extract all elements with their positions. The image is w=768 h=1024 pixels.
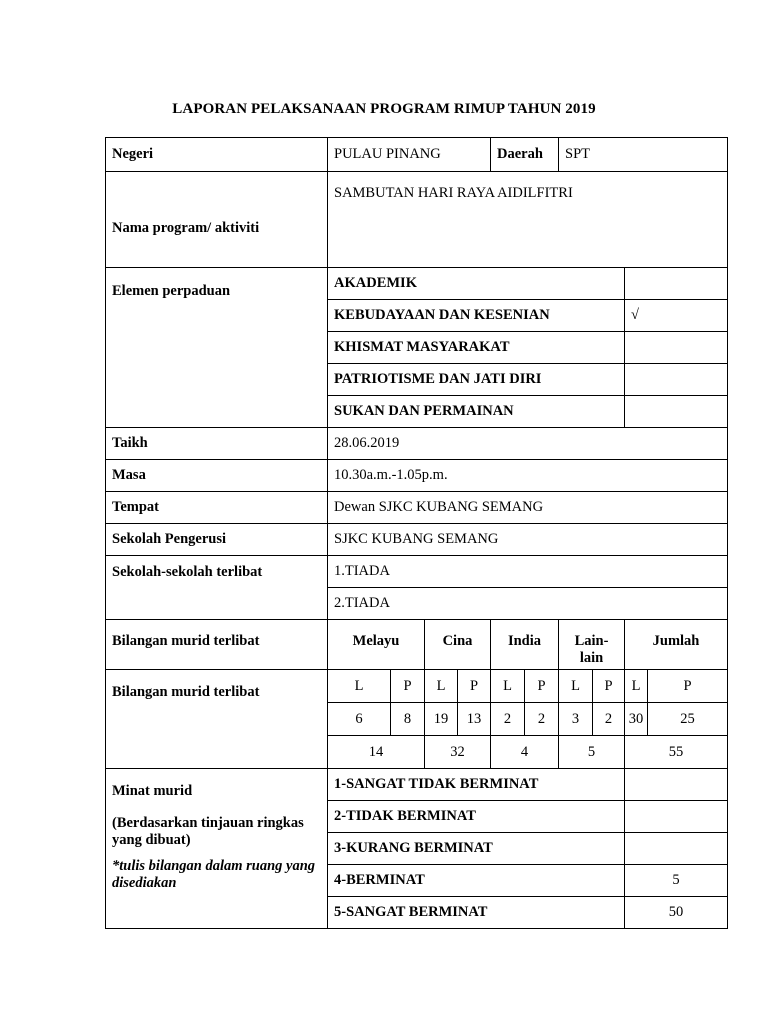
- document-title: LAPORAN PELAKSANAAN PROGRAM RIMUP TAHUN 2019: [172, 101, 596, 117]
- bilangan-label-2: Bilangan murid terlibat: [106, 670, 328, 769]
- elemen-item-name: AKADEMIK: [328, 268, 625, 300]
- count-cell: 19: [425, 703, 458, 736]
- report-table: [105, 137, 728, 929]
- elemen-item-name: SUKAN DAN PERMAINAN: [328, 396, 625, 428]
- lp-cell: L: [425, 670, 458, 703]
- masa-value: 10.30a.m.-1.05p.m.: [328, 460, 728, 492]
- minat-level-count: [625, 833, 728, 865]
- sekolah-pengerusi-value: SJKC KUBANG SEMANG: [328, 524, 728, 556]
- daerah-value: SPT: [559, 138, 728, 172]
- taikh-row: [106, 428, 728, 460]
- negeri-row: [106, 138, 728, 172]
- total-cell: 4: [491, 736, 559, 769]
- masa-label: Masa: [106, 460, 328, 492]
- lp-cell: L: [328, 670, 391, 703]
- total-cell: 5: [559, 736, 625, 769]
- elemen-row: [106, 268, 728, 300]
- program-value: SAMBUTAN HARI RAYA AIDILFITRI: [328, 172, 728, 268]
- minat-level-count: 5: [625, 865, 728, 897]
- elemen-item-mark: [625, 364, 728, 396]
- minat-level-name: 1-SANGAT TIDAK BERMINAT: [328, 769, 625, 801]
- minat-level-count: [625, 801, 728, 833]
- minat-label-cell: [106, 769, 328, 929]
- masa-row: [106, 460, 728, 492]
- sekolah-pengerusi-row: [106, 524, 728, 556]
- daerah-label: Daerah: [491, 138, 559, 172]
- sekolah-pengerusi-label: Sekolah Pengerusi: [106, 524, 328, 556]
- minat-level-name: 3-KURANG BERMINAT: [328, 833, 625, 865]
- count-cell: 6: [328, 703, 391, 736]
- bilangan-header-lain-lain: [559, 620, 625, 670]
- tempat-value: Dewan SJKC KUBANG SEMANG: [328, 492, 728, 524]
- minat-level-name: 2-TIDAK BERMINAT: [328, 801, 625, 833]
- lp-cell: L: [625, 670, 648, 703]
- lp-cell: P: [391, 670, 425, 703]
- sekolah-terlibat-label: Sekolah-sekolah terlibat: [106, 556, 328, 620]
- count-cell: 8: [391, 703, 425, 736]
- taikh-value: 28.06.2019: [328, 428, 728, 460]
- elemen-item-mark: [625, 268, 728, 300]
- lp-cell: P: [593, 670, 625, 703]
- program-row: [106, 172, 728, 268]
- elemen-item-mark: [625, 332, 728, 364]
- sekolah-terlibat-value: 1.TIADA: [328, 556, 728, 588]
- count-cell: 3: [559, 703, 593, 736]
- count-cell: 2: [593, 703, 625, 736]
- bilangan-header-lain-line1: Lain-: [574, 633, 609, 649]
- sekolah-terlibat-row: [106, 556, 728, 588]
- tempat-label: Tempat: [106, 492, 328, 524]
- elemen-label: Elemen perpaduan: [106, 268, 328, 428]
- elemen-item-name: KHISMAT MASYARAKAT: [328, 332, 625, 364]
- bilangan-label: Bilangan murid terlibat: [106, 620, 328, 670]
- bilangan-header-row: [106, 620, 728, 670]
- bilangan-header-india: India: [491, 620, 559, 670]
- elemen-item-mark: [625, 396, 728, 428]
- total-cell: 14: [328, 736, 425, 769]
- minat-level-count: 50: [625, 897, 728, 929]
- taikh-label: Taikh: [106, 428, 328, 460]
- lp-cell: L: [559, 670, 593, 703]
- minat-level-count: [625, 769, 728, 801]
- elemen-item-name: PATRIOTISME DAN JATI DIRI: [328, 364, 625, 396]
- total-cell: 55: [625, 736, 728, 769]
- minat-level-name: 4-BERMINAT: [328, 865, 625, 897]
- bilangan-header-lain-line2: lain: [579, 650, 604, 666]
- minat-note: (Berdasarkan tinjauan ringkas yang dibuat): [112, 815, 304, 848]
- minat-instruction: *tulis bilangan dalam ruang yang disediakan: [112, 858, 316, 891]
- bilangan-lp-row: [106, 670, 728, 703]
- program-label: Nama program/ aktiviti: [106, 172, 328, 268]
- lp-cell: P: [525, 670, 559, 703]
- count-cell: 2: [491, 703, 525, 736]
- minat-row: [106, 769, 728, 801]
- count-cell: 30: [625, 703, 648, 736]
- negeri-value: PULAU PINANG: [328, 138, 491, 172]
- lp-cell: P: [648, 670, 728, 703]
- negeri-label: Negeri: [106, 138, 328, 172]
- lp-cell: L: [491, 670, 525, 703]
- elemen-item-mark: √: [625, 300, 728, 332]
- sekolah-terlibat-value: 2.TIADA: [328, 588, 728, 620]
- total-cell: 32: [425, 736, 491, 769]
- count-cell: 25: [648, 703, 728, 736]
- elemen-item-name: KEBUDAYAAN DAN KESENIAN: [328, 300, 625, 332]
- bilangan-header-melayu: Melayu: [328, 620, 425, 670]
- minat-level-name: 5-SANGAT BERMINAT: [328, 897, 625, 929]
- bilangan-header-jumlah: Jumlah: [625, 620, 728, 670]
- count-cell: 13: [458, 703, 491, 736]
- lp-cell: P: [458, 670, 491, 703]
- tempat-row: [106, 492, 728, 524]
- bilangan-header-cina: Cina: [425, 620, 491, 670]
- count-cell: 2: [525, 703, 559, 736]
- minat-label: Minat murid: [112, 783, 193, 799]
